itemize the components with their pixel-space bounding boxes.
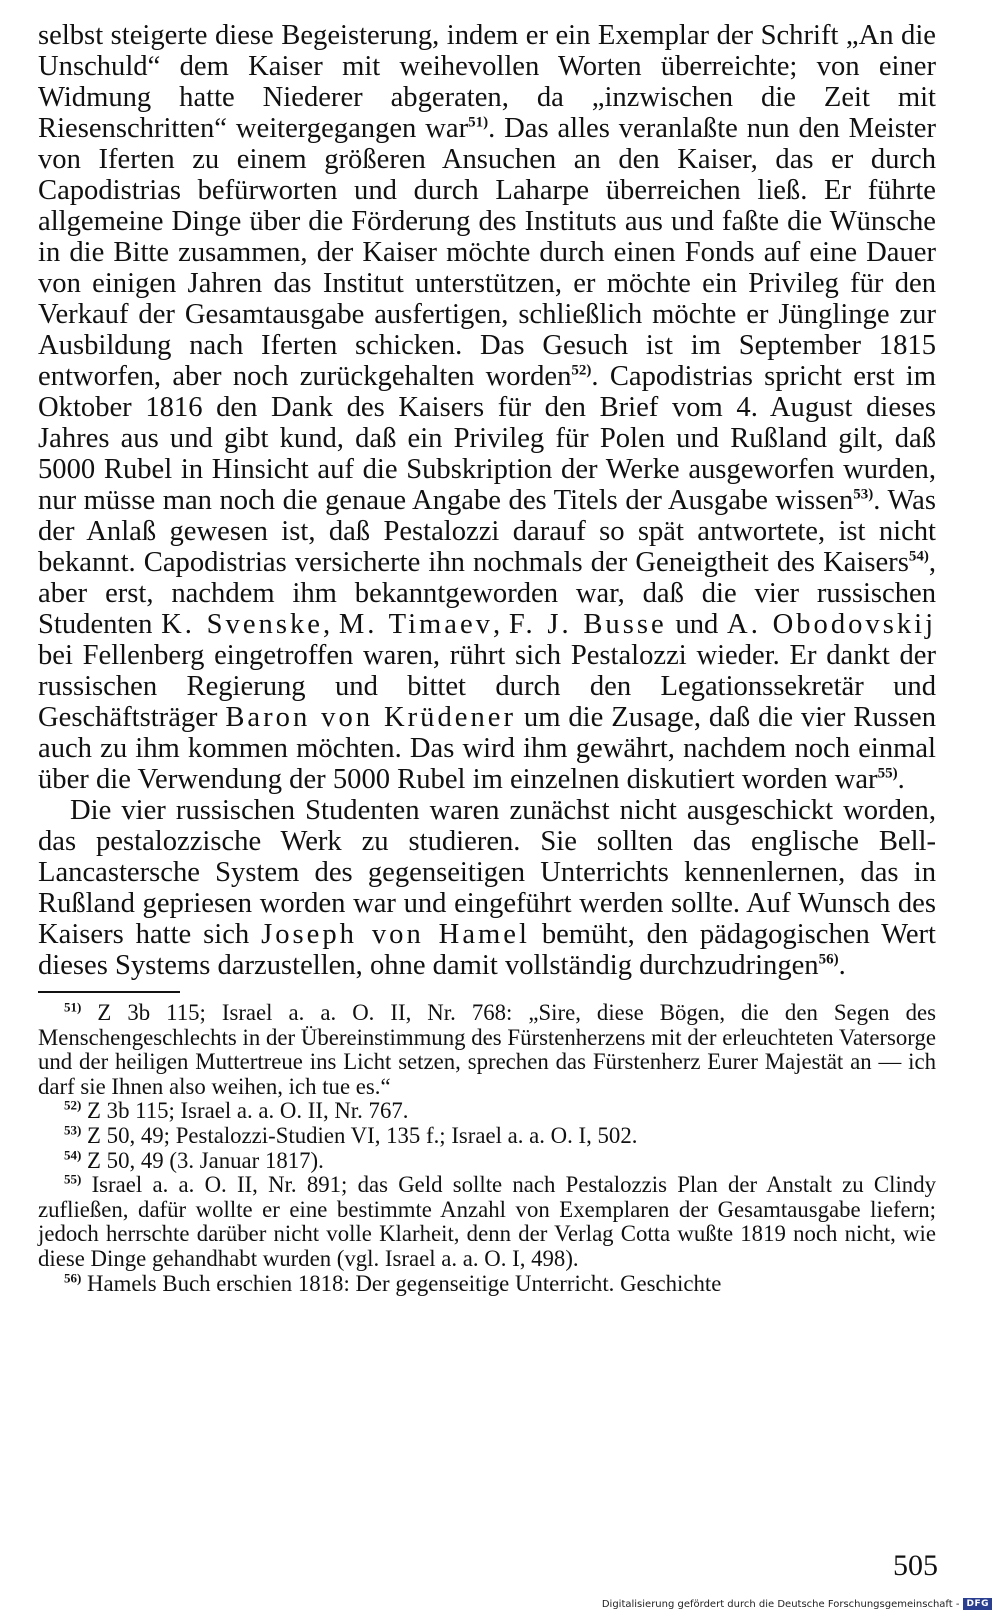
- footnote-ref-51: 51): [468, 114, 489, 131]
- person-name: Joseph von Hamel: [261, 919, 530, 950]
- footnote-number: 51): [64, 999, 82, 1015]
- page-number: 505: [893, 1549, 938, 1582]
- footnote-ref-56: 56): [818, 951, 839, 968]
- footnote-number: 56): [64, 1269, 82, 1285]
- paragraph-1: selbst steigerte diese Begeisterung, indem er ein Exemplar der Schrift „An die Unschuld“ dem Kaiser mit weihevollen Worten überreichte; von einer Widmung hatte Niederer abgeraten, da „inzwischen die Zeit mit Riesenschritten“ weitergegangen war$^{51)}$. Das alles veranlaßte nun den Meister von Iferten zu einem größeren Ansuchen an den Kaiser, das er durch Capodistrias befürworten und durch Laharpe überreichen ließ. Er führte allgemeine Dinge über die Förderung des Instituts aus und faßte die Wünsche in die Bitte zusammen, der Kaiser möchte durch einen Fonds auf eine Dauer von einigen Jahren das Institut unterstützen, er möchte ein Privileg für den Verkauf der Gesamtausgabe ausfertigen, schließlich möchte er Jünglinge zur Ausbildung nach Iferten schicken. Das Gesuch ist im September 1815 entworfen, aber noch zurückgehalten worden$^{52)}$. Capodistrias spricht erst im Oktober 1816 den Dank des Kaisers für den Brief vom 4. August dieses Jahres aus und gibt kund, daß ein Privileg für Polen und Rußland gilt, daß 5000 Rubel in Hinsicht auf die Subskription der Werke ausgeworfen wurden, nur müsse man noch die genaue Angabe des Titels der Ausgabe wissen$^{53)}$. Was der Anlaß gewesen ist, daß Pestalozzi darauf so spät antwortete, ist nicht bekannt. Capodistrias versicherte ihn nochmals der Geneigtheit des Kaisers$^{54)}$, aber erst, nachdem ihm bekanntgeworden war, daß die vier russischen Studenten K. Svenske, M. Timaev, F. J. Busse und A. Obodovskij bei Fellenberg eingetroffen waren, rührt sich Pestalozzi wieder. Er dankt der russischen Regierung und bittet durch den Legationssekretär und Geschäftsträger Baron von Krüdener um die Zusage, daß die vier Russen auch zu ihm kommen möchten. Das wird ihm gewährt, nachdem noch einmal über die Verwendung der 5000 Rubel im einzelnen diskutiert worden war$^{55)}$.: [38, 20, 937, 795]
- person-name: K. Svenske: [161, 609, 323, 640]
- footnote-53: $^{53)}$ Z 50, 49; Pestalozzi-Studien VI, 135 f.; Israel a. a. O. I, 502.: [64, 1122, 638, 1148]
- footnote-divider: [38, 991, 180, 993]
- footnote-55: $^{55)}$ Israel a. a. O. II, Nr. 891; das Geld sollte nach Pestalozzis Plan der Anstalt zu Clindy zufließen, dafür wollte er eine bestimmte Anzahl von Exemplaren der Gesamtausgabe liefern; jedoch herrschte darüber nicht volle Klarheit, denn der Verlag Cotta wußte 1819 noch nicht, wie diese Dinge gehandhabt wurden (vgl. Israel a. a. O. I, 498).: [38, 1171, 936, 1271]
- person-name: M. Timaev: [338, 609, 493, 640]
- digitization-credit: [602, 1598, 992, 1610]
- footnote-number: 54): [64, 1146, 82, 1162]
- footnote-52: $^{52)}$ Z 3b 115; Israel a. a. O. II, Nr. 767.: [64, 1097, 409, 1124]
- footnote-number: 52): [64, 1097, 82, 1113]
- person-name: Baron von Krüdener: [225, 702, 516, 733]
- footnote-ref-53: 53): [853, 486, 874, 503]
- footnote-54: $^{54)}$ Z 50, 49 (3. Januar 1817).: [64, 1146, 324, 1173]
- credit-text: Digitalisierung gefördert durch die Deutsche Forschungsgemeinschaft -: [601, 1598, 960, 1610]
- page: [38, 20, 936, 1296]
- person-name: F. J. Busse: [508, 609, 667, 640]
- footnote-ref-52: 52): [571, 362, 592, 379]
- footnote-56: $^{56)}$ Hamels Buch erschien 1818: Der gegenseitige Unterricht. Geschichte: [64, 1269, 722, 1296]
- main-text: [38, 20, 936, 981]
- footnotes: [38, 1001, 936, 1296]
- paragraph-2: Die vier russischen Studenten waren zunächst nicht ausgeschickt worden, das pestalozzische Werk zu studieren. Sie sollten das englische Bell-Lancastersche System des gegenseitigen Unterrichts kennenlernen, das in Rußland gepriesen worden war und eingeführt werden sollte. Auf Wunsch des Kaisers hatte sich Joseph von Hamel bemüht, den pädagogischen Wert dieses Systems darzustellen, ohne damit vollständig durchzudringen$^{56)}$.: [38, 795, 937, 981]
- footnote-number: 55): [64, 1171, 82, 1187]
- person-name: A. Obodovskij: [727, 609, 937, 640]
- footnote-ref-54: 54): [908, 548, 929, 565]
- footnote-number: 53): [64, 1122, 82, 1138]
- footnote-51: $^{51)}$ Z 3b 115; Israel a. a. O. II, Nr. 768: „Sire, diese Bögen, die den Segen des Menschengeschlechts in der Übereinstimmung des Fürstenherzens mit der erleuchteten Vatersorge und der heiligen Muttertreue ins Licht setzen, sprechen das Fürstenherz Eurer Majestät an — ich darf sie Ihnen also weihen, ich tue es.“: [38, 999, 936, 1099]
- footnote-ref-55: 55): [877, 765, 898, 782]
- dfg-logo-icon: DFG: [963, 1598, 992, 1610]
